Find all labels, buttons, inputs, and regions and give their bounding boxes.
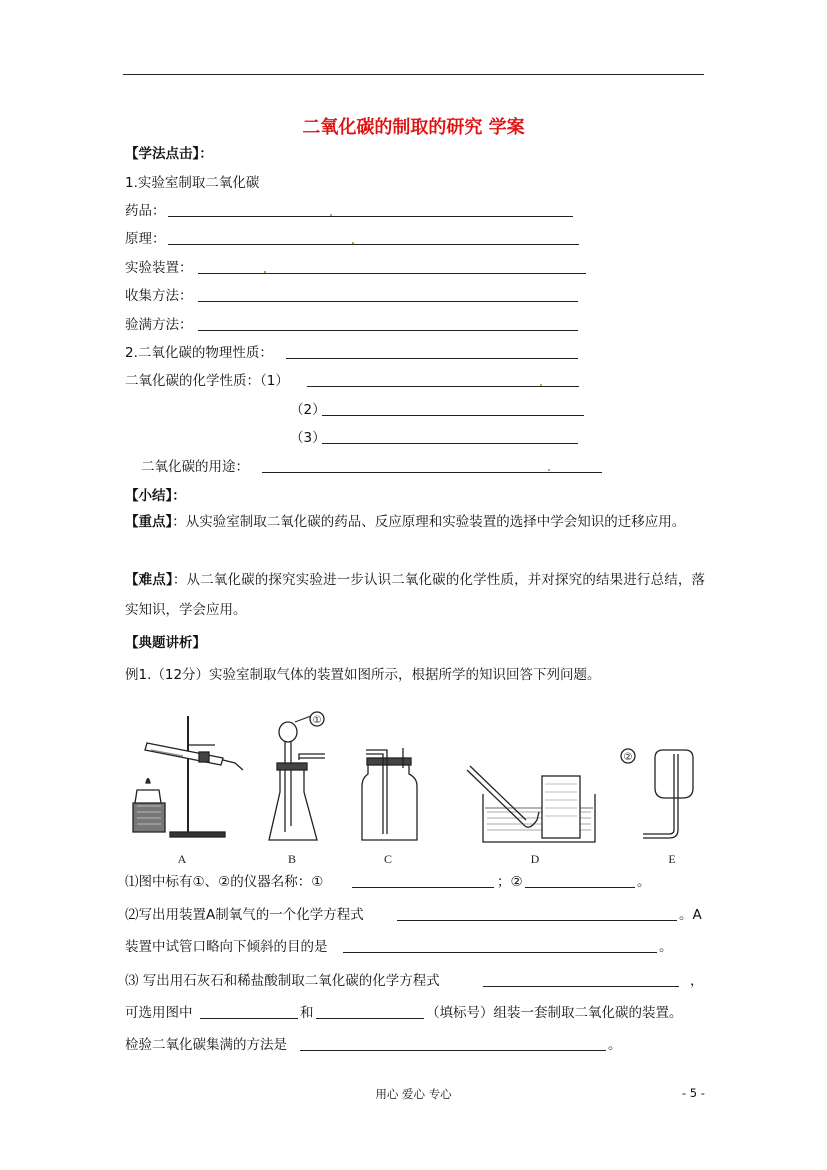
use-blank[interactable] <box>262 472 602 473</box>
key-point-text: ：从实验室制取二氧化碳的药品、反应原理和实验装置的选择中学会知识的迁移应用。 <box>172 514 686 530</box>
difficulty-paragraph <box>125 565 705 625</box>
full-check-blank[interactable] <box>198 330 578 331</box>
question-1-separator: ；② <box>497 874 523 890</box>
question-1-end: 。 <box>637 874 651 890</box>
instrument-2-marker: ② <box>623 752 633 763</box>
instrument-2-blank[interactable] <box>525 887 635 888</box>
key-point-paragraph <box>125 507 705 537</box>
difficulty-label: 【难点】 <box>125 572 173 588</box>
scan-speck <box>548 469 550 471</box>
apparatus-choice-2-blank[interactable] <box>316 1018 424 1019</box>
question-2-tube-prompt: 装置中试管口略向下倾斜的目的是 <box>125 939 328 955</box>
principle-blank[interactable] <box>168 244 579 245</box>
question-3-select-suffix: （填标号）组装一套制取二氧化碳的装置。 <box>426 1005 683 1021</box>
use-label: 二氧化碳的用途： <box>141 459 249 475</box>
label-e: E <box>668 852 676 866</box>
chemical-property-label: 二氧化碳的化学性质：（1） <box>125 373 289 389</box>
tube-purpose-blank[interactable] <box>343 952 657 953</box>
chemical-property-blank-1[interactable] <box>307 386 579 387</box>
instrument-1-marker: ① <box>312 715 322 726</box>
chemical-property-3-label: （3） <box>290 430 326 446</box>
section-heading-study: 【学法点击】： <box>125 146 213 162</box>
label-b: B <box>287 852 297 866</box>
question-2-end: 。 <box>659 939 673 955</box>
chemical-property-blank-3[interactable] <box>322 443 578 444</box>
scan-speck <box>330 214 332 216</box>
apparatus-c-diagram <box>362 748 417 840</box>
oxygen-equation-blank[interactable] <box>397 920 677 921</box>
principle-label: 原理： <box>125 231 166 247</box>
scan-speck <box>264 271 266 273</box>
full-check-label: 验满方法： <box>125 317 193 333</box>
apparatus-figure <box>125 708 705 868</box>
page-number: - 5 - <box>682 1086 705 1100</box>
footer-motto: 用心 爱心 专心 <box>375 1087 452 1101</box>
scan-speck <box>540 384 542 386</box>
question-3-prefix: ⑶ 写出用石灰石和稀盐酸制取二氧化碳的化学方程式 <box>125 973 440 989</box>
apparatus-a-diagram <box>133 716 243 837</box>
question-1-prefix: ⑴图中标有①、②的仪器名称：① <box>125 874 324 890</box>
label-c: C <box>383 852 393 866</box>
key-point-label: 【重点】 <box>125 514 173 530</box>
chemical-property-blank-2[interactable] <box>322 415 584 416</box>
apparatus-d-diagram <box>467 766 595 842</box>
collect-label: 收集方法： <box>125 288 193 304</box>
question-3-select-prompt: 可选用图中 <box>125 1005 193 1021</box>
question-3-comma: ， <box>690 973 704 989</box>
question-2-continue: 。A <box>679 907 702 923</box>
drug-label: 药品： <box>125 203 166 219</box>
summary-heading: 【小结】： <box>125 488 186 504</box>
physical-property-label: 2.二氧化碳的物理性质： <box>125 345 273 361</box>
question-3-and: 和 <box>300 1005 314 1021</box>
example-1-prompt: 例1.（12分）实验室制取气体的装置如图所示，根据所学的知识回答下列问题。 <box>125 667 601 683</box>
question-3-check-prompt: 检验二氧化碳集满的方法是 <box>125 1037 287 1053</box>
item-1-heading: 1.实验室制取二氧化碳 <box>125 175 260 191</box>
question-2-prefix: ⑵写出用装置A制氧气的一个化学方程式 <box>125 907 364 923</box>
label-d: D <box>530 852 540 866</box>
example-heading: 【典题讲析】 <box>125 635 206 651</box>
label-a: A <box>177 852 187 866</box>
apparatus-blank[interactable] <box>198 273 586 274</box>
apparatus-b-diagram <box>269 712 325 840</box>
header-rule <box>123 74 704 75</box>
apparatus-label: 实验装置： <box>125 260 193 276</box>
co2-equation-blank[interactable] <box>483 986 679 987</box>
physical-property-blank[interactable] <box>286 358 578 359</box>
collect-blank[interactable] <box>198 301 578 302</box>
drug-blank[interactable] <box>168 216 573 217</box>
chemical-property-2-label: （2） <box>290 402 326 418</box>
instrument-1-blank[interactable] <box>352 887 494 888</box>
scan-speck <box>352 242 354 244</box>
difficulty-text: ：从二氧化碳的探究实验进一步认识二氧化碳的化学性质，并对探究的结果进行总结，落实知识，学会应用。 <box>125 572 706 618</box>
apparatus-choice-1-blank[interactable] <box>200 1018 298 1019</box>
co2-full-check-blank[interactable] <box>300 1050 606 1051</box>
question-3-end: 。 <box>608 1037 622 1053</box>
page-title: 二氧化碳的制取的研究 学案 <box>302 117 525 138</box>
